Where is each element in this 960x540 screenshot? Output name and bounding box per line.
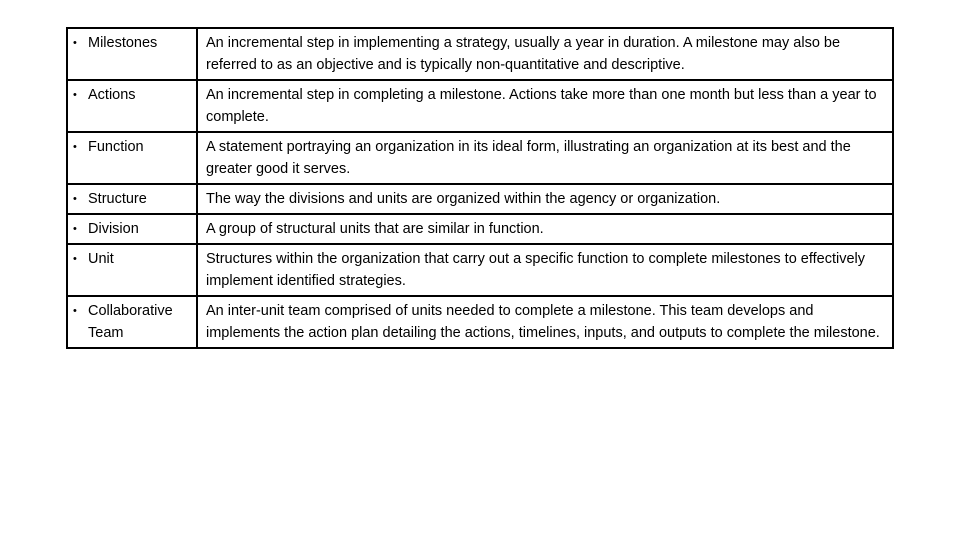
term-cell — [67, 132, 197, 184]
table-row — [67, 132, 893, 184]
definition-cell: An incremental step in completing a milestone. Actions take more than one month but less than a year to complete. — [197, 80, 893, 132]
definition-cell: A statement portraying an organization in its ideal form, illustrating an organization at its best and the greater good it serves. — [197, 132, 893, 184]
bullet-icon: • — [73, 141, 77, 153]
table-row — [67, 28, 893, 80]
definition-cell: An inter-unit team comprised of units needed to complete a milestone. This team develops and implements the action plan detailing the actions, timelines, inputs, and outputs to complete the milestone. — [197, 296, 893, 348]
term-label: Milestones — [88, 35, 158, 51]
table-row — [67, 296, 893, 348]
table-row — [67, 184, 893, 214]
term-cell — [67, 80, 197, 132]
term-label: Structure — [88, 191, 147, 207]
bullet-icon: • — [73, 305, 77, 317]
table-row — [67, 80, 893, 132]
definition-cell: A group of structural units that are similar in function. — [197, 214, 893, 244]
table-row — [67, 214, 893, 244]
definition-cell: An incremental step in implementing a strategy, usually a year in duration. A milestone may also be referred to as an objective and is typically non-quantitative and descriptive. — [197, 28, 893, 80]
definition-cell: The way the divisions and units are organized within the agency or organization. — [197, 184, 893, 214]
term-cell — [67, 244, 197, 296]
table-row — [67, 244, 893, 296]
term-cell — [67, 184, 197, 214]
bullet-icon: • — [73, 89, 77, 101]
term-label: Actions — [88, 87, 136, 103]
term-cell — [67, 296, 197, 348]
term-label: Unit — [88, 251, 114, 267]
term-label: Division — [88, 221, 139, 237]
bullet-icon: • — [73, 223, 77, 235]
bullet-icon: • — [73, 193, 77, 205]
definition-cell: Structures within the organization that carry out a specific function to complete milestones to effectively implement identified strategies. — [197, 244, 893, 296]
term-cell — [67, 214, 197, 244]
term-label: Function — [88, 139, 144, 155]
bullet-icon: • — [73, 253, 77, 265]
term-cell — [67, 28, 197, 80]
term-label: Collaborative Team — [88, 303, 173, 341]
bullet-icon: • — [73, 37, 77, 49]
glossary-table — [66, 27, 894, 349]
